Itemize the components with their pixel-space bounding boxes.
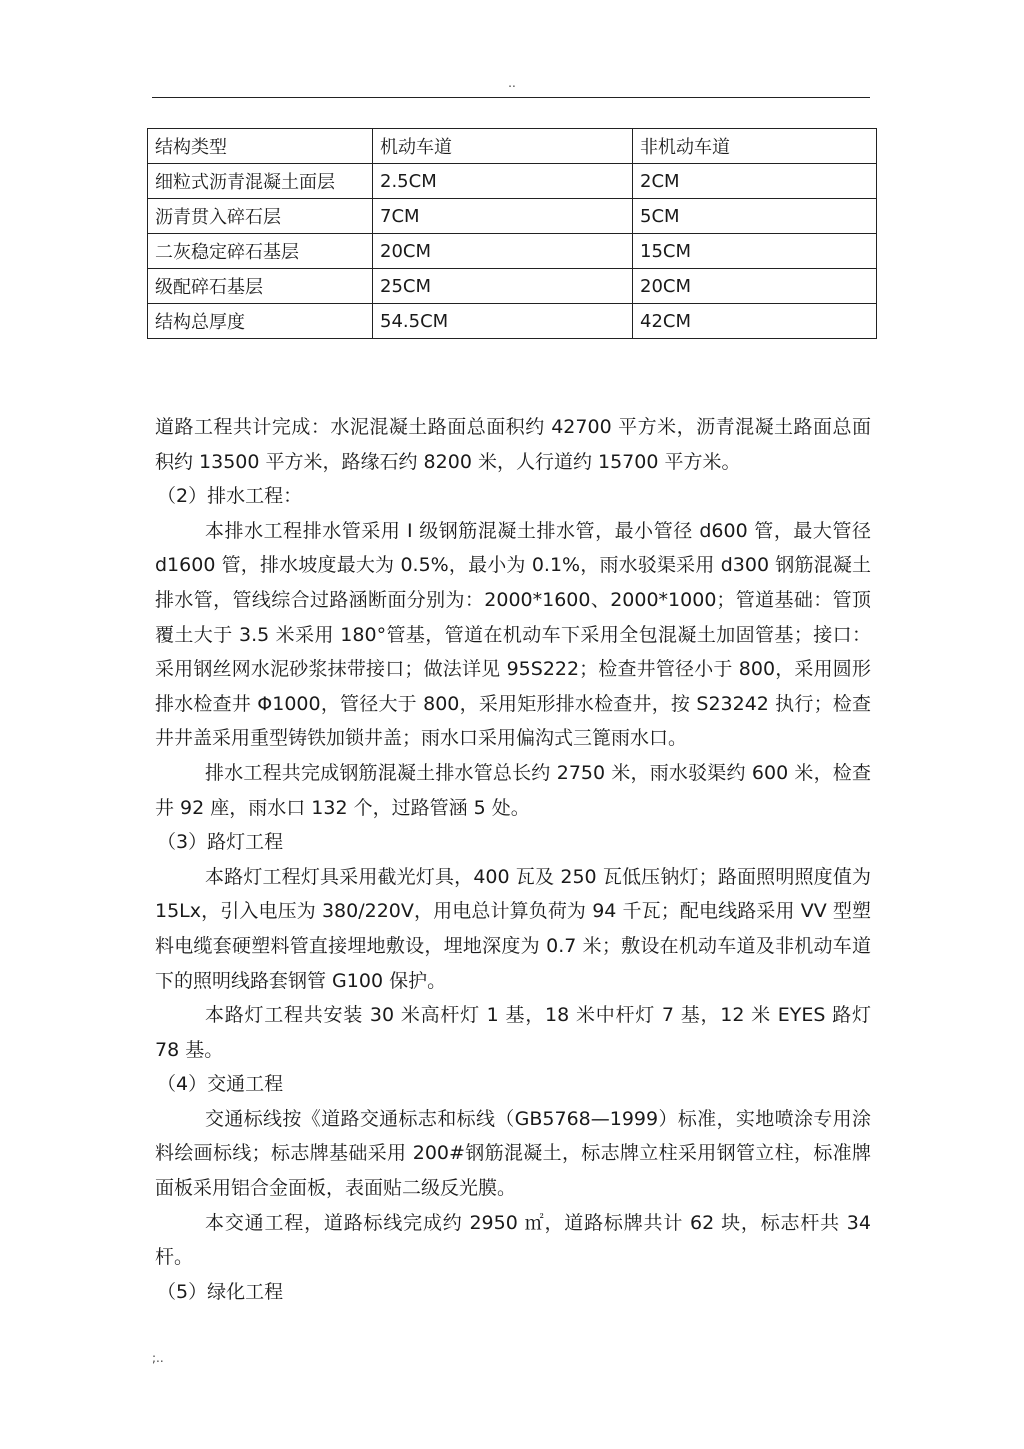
- table-header-cell: 非机动车道: [633, 129, 877, 164]
- table-cell: 2CM: [633, 164, 877, 199]
- header-mark: ..: [508, 76, 516, 90]
- table-cell: 54.5CM: [373, 304, 633, 339]
- table-cell: 7CM: [373, 199, 633, 234]
- paragraph-drainage-summary: 排水工程共完成钢筋混凝土排水管总长约 2750 米，雨水驳渠约 600 米，检查井 92 座，雨水口 132 个，过路管涵 5 处。: [155, 761, 871, 819]
- table-cell: 2.5CM: [373, 164, 633, 199]
- header-rule: [152, 97, 870, 98]
- table-header-cell: 结构类型: [148, 129, 373, 164]
- section-heading-lighting: （3）路灯工程: [157, 831, 284, 854]
- table-cell: 15CM: [633, 234, 877, 269]
- section-heading-drainage: （2）排水工程：: [157, 485, 303, 508]
- table-cell: 级配碎石基层: [148, 269, 373, 304]
- table-header-cell: 机动车道: [373, 129, 633, 164]
- paragraph-traffic-summary: 本交通工程，道路标线完成约 2950 ㎡，道路标牌共计 62 块，标志杆共 34 杆。: [155, 1211, 871, 1269]
- table-row: [148, 164, 877, 199]
- pavement-structure-table: [147, 128, 877, 339]
- table-row: [148, 234, 877, 269]
- table-cell: 5CM: [633, 199, 877, 234]
- table-row: [148, 199, 877, 234]
- table-cell: 20CM: [633, 269, 877, 304]
- footer-mark: ;..: [152, 1351, 164, 1365]
- section-heading-greening: （5）绿化工程: [157, 1280, 284, 1303]
- table-header-row: [148, 129, 877, 164]
- paragraph-lighting-summary: 本路灯工程共安装 30 米高杆灯 1 基，18 米中杆灯 7 基，12 米 EYES 路灯 78 基。: [155, 1004, 871, 1061]
- table-cell: 结构总厚度: [148, 304, 373, 339]
- table-row: [148, 269, 877, 304]
- table-cell: 二灰稳定碎石基层: [148, 234, 373, 269]
- table-cell: 沥青贯入碎石层: [148, 199, 373, 234]
- table-cell: 42CM: [633, 304, 877, 339]
- table-cell: 25CM: [373, 269, 633, 304]
- paragraph-road-summary: 道路工程共计完成：水泥混凝土路面总面积约 42700 平方米，沥青混凝土路面总面积约 13500 平方米，路缘石约 8200 米，人行道约 15700 平方米。: [155, 416, 871, 473]
- section-heading-traffic: （4）交通工程: [157, 1073, 284, 1096]
- table-row: [148, 304, 877, 339]
- paragraph-drainage-spec: 本排水工程排水管采用 I 级钢筋混凝土排水管，最小管径 d600 管，最大管径 d1600 管，排水坡度最大为 0.5%，最小为 0.1%，雨水驳渠采用 d300 钢筋混凝土排水管，管线综合过路涵断面分别为：2000*1600、2000*1000；管道基础：管顶覆土大于 3.5 米采用 180°管基，管道在机动车下采用全包混凝土加固管基；接口：采用钢丝网水泥砂浆抹带接口；做法详见 95S222；检查井管径小于 800，采用圆形排水检查井 Φ1000，管径大于 800，采用矩形排水检查井，按 S23242 执行；检查井井盖采用重型铸铁加锁井盖；雨水口采用偏沟式三篦雨水口。: [155, 519, 871, 750]
- table-cell: 20CM: [373, 234, 633, 269]
- paragraph-lighting-spec: 本路灯工程灯具采用截光灯具，400 瓦及 250 瓦低压钠灯；路面照明照度值为 15Lx，引入电压为 380/220V，用电总计算负荷为 94 千瓦；配电线路采用 VV 型塑料电缆套硬塑料管直接埋地敷设，埋地深度为 0.7 米；敷设在机动车道及非机动车道下的照明线路套钢管 G100 保护。: [155, 865, 871, 992]
- table-cell: 细粒式沥青混凝土面层: [148, 164, 373, 199]
- body-text: [155, 410, 871, 1309]
- paragraph-traffic-spec: 交通标线按《道路交通标志和标线（GB5768—1999）标准，实地喷涂专用涂料绘画标线；标志牌基础采用 200#钢筋混凝土，标志牌立柱采用钢管立柱，标准牌面板采用铝合金面板，表面贴二级反光膜。: [155, 1107, 871, 1200]
